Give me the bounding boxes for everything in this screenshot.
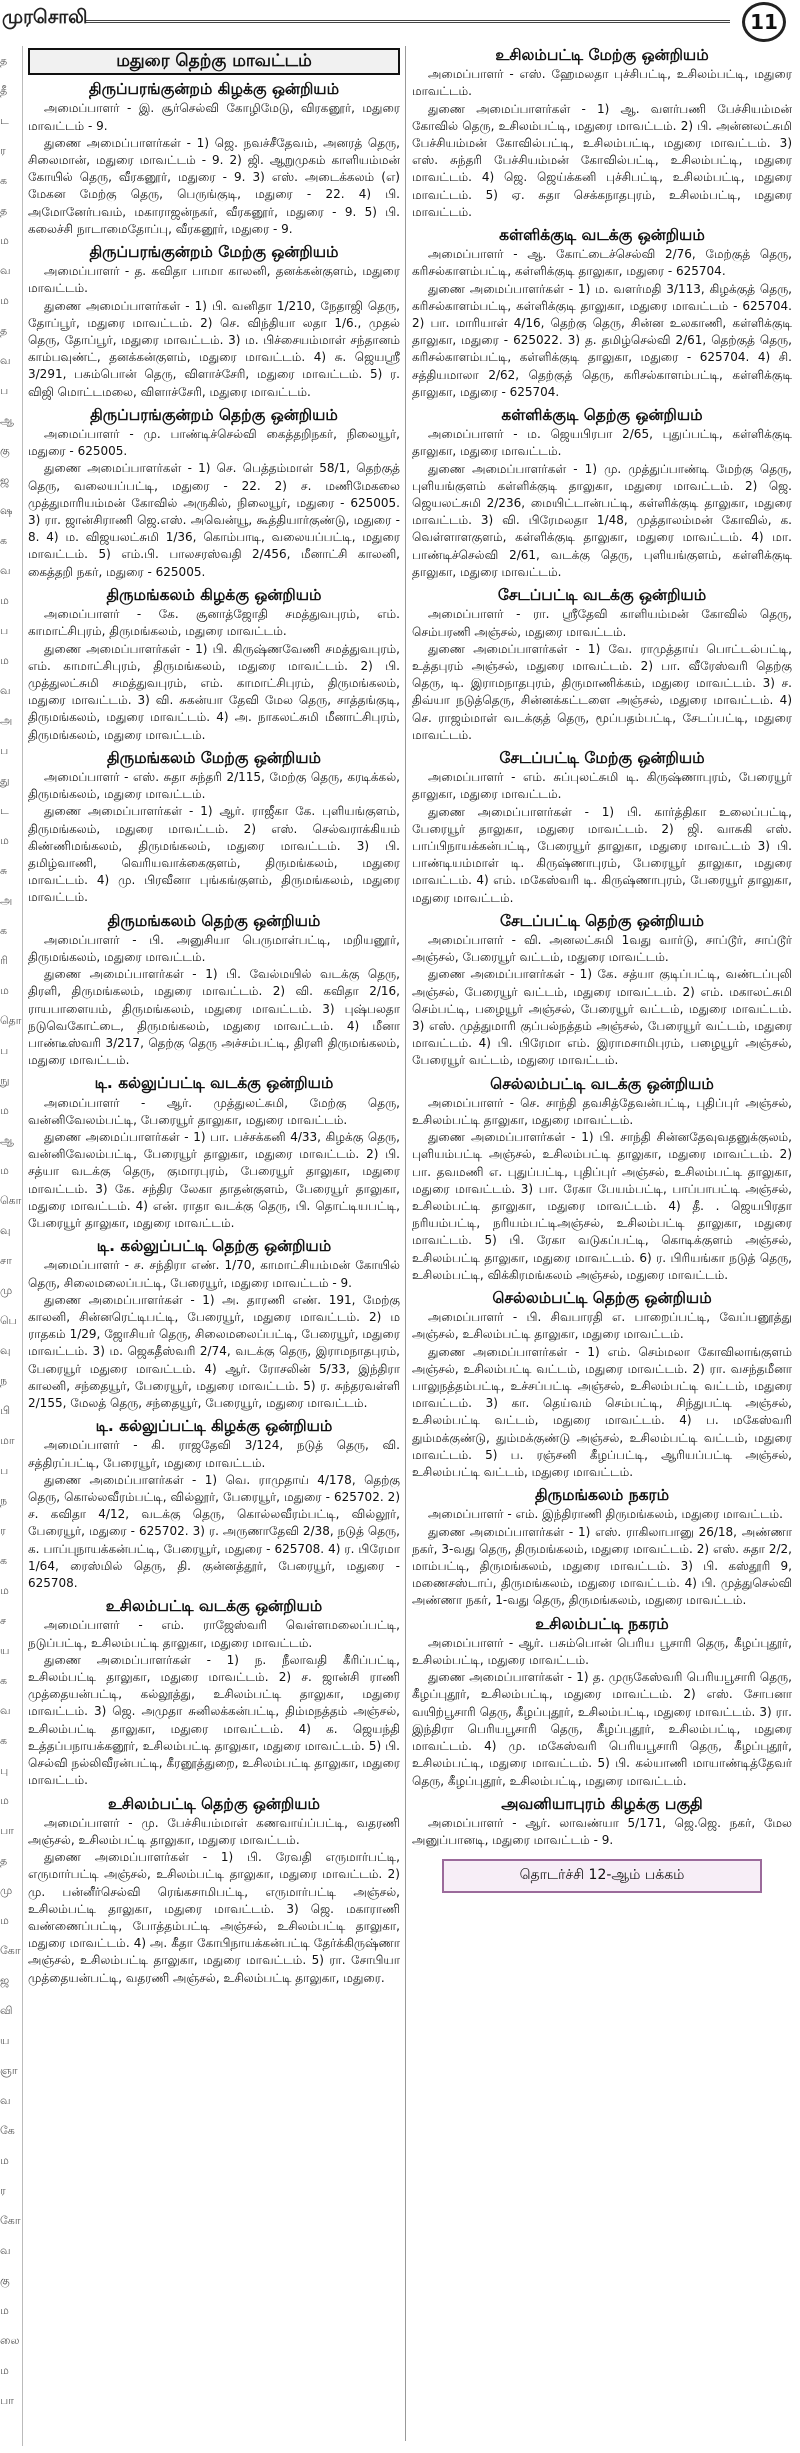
adjacent-column-strip — [0, 46, 23, 2446]
strip-fragment: மு — [0, 1884, 13, 1897]
organizer-text: அமைப்பாளர் - ஆர். லாவண்யா 5/171, ஜெ.ஜெ. நகர், மேல அனுப்பானடி, மதுரை மாவட்டம் - 9. — [412, 1815, 792, 1848]
strip-fragment: அ — [0, 894, 13, 907]
strip-fragment: க — [0, 1734, 8, 1747]
strip-fragment: ஆ — [0, 414, 14, 427]
union-title: சேடப்பட்டி தெற்கு ஒன்றியம் — [500, 911, 704, 930]
strip-fragment: ம — [0, 1914, 9, 1927]
left-union-list — [28, 81, 400, 1987]
strip-fragment: ம — [0, 1104, 9, 1117]
strip-fragment: அ — [0, 714, 13, 727]
strip-fragment: ஞா — [0, 2064, 18, 2077]
union-title: உசிலம்பட்டி நகரம் — [535, 1614, 669, 1633]
strip-fragment: த — [0, 54, 8, 67]
strip-fragment: ம — [0, 2304, 9, 2317]
strip-fragment: ம — [0, 594, 9, 607]
page-number: 11 — [742, 2, 786, 42]
organizer-text: அமைப்பாளர் - த. கவிதா பாமா காலனி, தனக்கன்குளம், மதுரை மாவட்டம். — [28, 264, 400, 296]
strip-fragment: ப — [0, 624, 9, 637]
deputy-organizers-text: துணை அமைப்பாளர்கள் - 1) ஆர். ராஜீகா கே. புளியங்குளம், திருமங்கலம், மதுரை மாவட்டம். 2) எஸ். செல்வராக்கியம் கிண்ணிமங்கலம், திருமங்கலம், மதுரை மாவட்டம். 3) பி. தமிழ்வாணி, வெரியவாக்கைகுளம், திருமங்கலம், மதுரை மாவட்டம். 4) மு. பிரவீனா புங்கங்குளம், திருமங்கலம், மதுரை மாவட்டம். — [28, 804, 400, 905]
strip-fragment: ஜ — [0, 1974, 10, 1987]
union-title: திருப்பரங்குன்றம் கிழக்கு ஒன்றியம் — [88, 80, 340, 99]
organizer-text: அமைப்பாளர் - வி. அனலட்சுமி 1வது வார்டு, சாப்டூர், சாப்டூர் அஞ்சல், பேரையூர் வட்டம், மதுரை மாவட்டம். — [412, 932, 792, 965]
union-block — [28, 81, 400, 238]
deputy-organizers-text: துணை அமைப்பாளர்கள் - 1) எஸ். ராகிலாபானு 26/18, அண்ணா நகர், 3-வது தெரு, திருமங்கலம், மதுரை மாவட்டம். 2) எஸ். சுதா 2/2, மாம்பட்டி, திருமங்கலம், மதுரை மாவட்டம். 3) பி. கஸ்தூரி 9, மணைசஸ்டாப், திருமங்கலம், மதுரை மாவட்டம். 4) பி. முத்துசெல்வி அண்ணா நகர், 1-வது தெரு, திருமங்கலம், மதுரை மாவட்டம். — [412, 1524, 792, 1608]
deputy-organizers-text: துணை அமைப்பாளர்கள் - 1) பி. சாந்தி சின்னதேவுவதனுக்குலம், புளியம்பட்டி அஞ்சல், உசிலம்பட்டி தாலுகா, மதுரை மாவட்டம். 2) பா. தவமணி எ. புதுப்பட்டி, புதிப்புர் அஞ்சல், உசிலம்பட்டி தாலுகா, மதுரை மாவட்டம். 3) பா. ரேகா பேயம்பட்டி, பாப்பாபட்டி அஞ்சல், உசிலம்பட்டி தாலுகா, மதுரை மாவட்டம். 4) தீ. . ஜெயபிரதா நரியம்பட்டி, நரியம்பட்டிஅஞ்சல், உசிலம்பட்டி தாலுகா, மதுரை மாவட்டம். 5) பி. ரேகா வடுகப்பட்டி, கொடிக்குளம் அஞ்சல், உசிலம்பட்டி தாலுகா, மதுரை மாவட்டம். 6) ர. பிரியங்கா நடுத் தெரு, உசிலம்பட்டி, விக்கிரமங்கலம் அஞ்சல், மதுரை மாவட்டம். — [412, 1130, 792, 1282]
strip-fragment: வ — [0, 1704, 11, 1717]
union-title: கள்ளிக்குடி வடக்கு ஒன்றியம் — [499, 226, 705, 245]
union-block — [412, 1290, 792, 1481]
deputy-organizers-text: துணை அமைப்பாளர்கள் - 1) கே. சத்யா குடிப்பட்டி, வண்டப்புலி அஞ்சல், பேரையூர் வட்டம், மதுரை மாவட்டம். 2) எம். மகாலட்சுமி செம்பட்டி, பழையூர் அஞ்சல், பேரையூர் வட்டம், மதுரை மாவட்டம். 3) எஸ். முத்துமாரி குப்பல்நத்தம் அஞ்சல், பேரையூர் வட்டம், மதுரை மாவட்டம். 4) பி. பிரேமா எம். இராமசாமிபுரம், பழையூர் அஞ்சல், பேரையூர் வட்டம், மதுரை மாவட்டம். — [412, 967, 792, 1068]
strip-fragment: வி — [0, 2004, 13, 2017]
strip-fragment: கொ — [0, 1194, 22, 1207]
strip-fragment: க — [0, 1674, 8, 1687]
strip-fragment: ர — [0, 2184, 6, 2197]
column-divider — [405, 46, 406, 2441]
union-block — [28, 244, 400, 401]
strip-fragment: வ — [0, 564, 11, 577]
strip-fragment: ஆ — [0, 1134, 14, 1147]
organizer-text: அமைப்பாளர் - ரா. ஸ்ரீதேவி காளியம்மன் கோவில் தெரு, செம்பரணி அஞ்சல், மதுரை மாவட்டம். — [412, 607, 792, 639]
deputy-organizers-text: துணை அமைப்பாளர்கள் - 1) எம். செம்மலா கோவிலாங்குளம் அஞ்சல், உசிலம்பட்டி வட்டம், மதுரை மாவட்டம். 2) ரா. வசந்தமீனா பாலுநத்தம்பட்டி, உச்சப்பட்டி அஞ்சல், உசிலம்பட்டி வட்டம், மதுரை மாவட்டம். 3) கா. தெய்வம் செம்பட்டி, சிந்துபட்டி அஞ்சல், உசிலம்பட்டி வட்டம், மதுரை மாவட்டம். 4) ப. மகேஸ்வரி தும்மக்குண்டு, தும்மக்குண்டு அஞ்சல், உசிலம்பட்டி வட்டம், மதுரை மாவட்டம். 5) ப. ரஞ்சனி கீழப்பட்டி, ஆரியப்பட்டி அஞ்சல், உசிலம்பட்டி வட்டம், மதுரை மாவட்டம். — [412, 1344, 792, 1480]
strip-fragment: ம — [0, 654, 9, 667]
strip-fragment: பா — [0, 1824, 14, 1837]
organizer-text: அமைப்பாளர் - எம். இந்திராணி திருமங்கலம், மதுரை மாவட்டம். — [428, 1507, 783, 1522]
union-block — [412, 750, 792, 907]
strip-fragment: வ — [0, 684, 11, 697]
union-block — [28, 1238, 400, 1412]
strip-fragment: சா — [0, 1254, 12, 1267]
strip-fragment: ட — [0, 114, 9, 127]
deputy-organizers-text: துணை அமைப்பாளர்கள் - 1) அ. தாரணி எண். 191, மேற்கு காலனி, சின்னரெட்டிபட்டி, பேரையூர், மதுரை மாவட்டம். 2) ம ராதகம் 1/29, ஜோசியர் தெரு, சிலைமலைப்பட்டி, பேரையூர், மதுரை மாவட்டம். 3) ம. ஜெகதீஸ்வரி 2/74, வடக்கு தெரு, இராமநாதபுரம், பேரையூர் மதுரை மாவட்டம். 4) ஆர். ரோசலின் 5/33, இந்திரா காலனி, சந்தையூர், பேரையூர், மதுரை மாவட்டம். 5) ர. சுந்தரவள்ளி 2/155, மேலத் தெரு, சந்தையூர், பேரையூர், மதுரை மாவட்டம். — [28, 1292, 400, 1411]
right-column — [412, 44, 792, 2444]
strip-fragment: ட — [0, 804, 9, 817]
organizer-text: அமைப்பாளர் - பி. சிவபாரதி எ. பாறைப்பட்டி, வேப்பனூத்து அஞ்சல், உசிலம்பட்டி தாலுகா, மதுரை மாவட்டம். — [412, 1310, 792, 1342]
union-block — [28, 913, 400, 1070]
newspaper-name: முரசொலி — [2, 6, 88, 28]
organizer-text: அமைப்பாளர் - மு. பேச்சியம்மாள் கணவாய்ப்பட்டி, வதரணி அஞ்சல், உசிலம்பட்டி தாலுகா, மதுரை மாவட்டம். — [28, 1815, 400, 1847]
strip-fragment: ர — [0, 144, 6, 157]
strip-fragment: ர — [0, 1524, 6, 1537]
strip-fragment: கு — [0, 444, 10, 457]
deputy-organizers-text: துணை அமைப்பாளர்கள் - 1) பி. கார்த்திகா உலைப்பட்டி, பேரையூர் தாலுகா, மதுரை மாவட்டம். 2) ஜி. வாசுகி எஸ். பாப்பிநாயக்கன்பட்டி, பேரையூர் தாலுகா, மதுரை மாவட்டம் 3) பி. பாண்டியம்மாள் டி. கிருஷ்ணாபுரம், பேரையூர் தாலுகா, மதுரை மாவட்டம். 4) எம். மகேஸ்வரி டி. கிருஷ்ணாபுரம், பேரையூர் தாலுகா, மதுரை மாவட்டம். — [412, 804, 792, 905]
strip-fragment: கோ — [0, 1944, 21, 1957]
strip-fragment: வ — [0, 2244, 11, 2257]
union-block — [412, 587, 792, 744]
union-block — [412, 913, 792, 1070]
strip-fragment: ப — [0, 744, 9, 757]
deputy-organizers-text: துணை அமைப்பாளர்கள் - 1) செ. பெத்தம்மாள் 58/1, தெற்குத் தெரு, வலையப்பட்டி, மதுரை - 22. 2) ச. மணிமேகலை முத்துமாரியம்மன் கோவில் அருகில், நிலையூர், மதுரை - 625005. 3) ரா. ஜான்சிராணி ஜெ.எஸ். அவென்யூ, கூத்தியார்குண்டு, மதுரை - 8. 4) ம. விஜயலட்சுமி 1/36, கொம்பாடி, வலையப்பட்டி, மதுரை மாவட்டம். 5) எம்.பி. பாலசரஸ்வதி 2/456, மீனாட்சி காலனி, கைத்தறி நகர், மதுரை - 625005. — [28, 461, 400, 579]
union-title: திருமங்கலம் நகரம் — [534, 1486, 670, 1505]
deputy-organizers-text: துணை அமைப்பாளர்கள் - 1) ஆ. வளர்பணி பேச்சியம்மன் கோவில் தெரு, உசிலம்பட்டி, மதுரை மாவட்டம். 2) பி. அன்னலட்சுமி பேச்சியம்மன் கோவில்பட்டி, உசிலம்பட்டி, மதுரை மாவட்டம். 3) எஸ். சுந்தரி பேச்சியம்மன் கோவில்பட்டி, உசிலம்பட்டி, மதுரை மாவட்டம். 4) ஜெ. ஜெய்க்கனி புச்சிபட்டி, உசிலம்பட்டி, மதுரை மாவட்டம். 5) ஏ. சுதா செக்கநாதபுரம், உசிலம்பட்டி, மதுரை மாவட்டம். — [412, 101, 792, 219]
strip-fragment: க — [0, 1554, 8, 1567]
strip-fragment: ப — [0, 1464, 9, 1477]
continuation-note: தொடர்ச்சி 12-ஆம் பக்கம் — [442, 1859, 762, 1892]
strip-fragment: வ — [0, 354, 11, 367]
strip-fragment: தொ — [0, 1014, 22, 1027]
strip-fragment: க — [0, 534, 8, 547]
union-block — [28, 587, 400, 744]
strip-fragment: ம — [0, 294, 9, 307]
deputy-organizers-text: துணை அமைப்பாளர்கள் - 1) பி. வேல்மயில் வடக்கு தெரு, திரளி, திருமங்கலம், மதுரை மாவட்டம். 2) வி. கவிதா 2/16, ராயபாளையம், திருமங்கலம், மதுரை மாவட்டம். 3) புஷ்பலதா நடுவெகோட்டை, திருமங்கலம், மதுரை மாவட்டம். 4) மீனா பாண்டீஸ்வரி 3/217, தெற்கு தெரு அச்சம்பட்டி, திரளி திருமங்கலம், மதுரை மாவட்டம். — [28, 967, 400, 1068]
organizer-text: அமைப்பாளர் - இ. சூர்செல்வி கோழிமேடு, விரகனூர், மதுரை மாவட்டம் - 9. — [28, 101, 400, 133]
strip-fragment: மா — [0, 1434, 15, 1447]
union-title: சேடப்பட்டி வடக்கு ஒன்றியம் — [497, 586, 707, 605]
strip-fragment: ம — [0, 1164, 9, 1177]
union-title: டி. கல்லுப்பட்டி தெற்கு ஒன்றியம் — [96, 1237, 332, 1256]
organizer-text: அமைப்பாளர் - கே. சூனாத்ஜோதி சமத்துவபுரம், எம். காமாட்சிபுரம், திருமங்கலம், மதுரை மாவட்டம். — [28, 607, 400, 639]
union-title: உசிலம்பட்டி வடக்கு ஒன்றியம் — [105, 1597, 323, 1616]
deputy-organizers-text: துணை அமைப்பாளர்கள் - 1) வெ. ராமுதாய் 4/178, தெற்கு தெரு, கொல்லவீரம்பட்டி, வில்லூர், பேரையூர், மதுரை - 625702. 2) ச. கவிதா 4/12, வடக்கு தெரு, கொல்லவீரம்பட்டி, வில்லூர், பேரையூர், மதுரை - 625702. 3) ர. அருணாதேவி 2/38, நடுத் தெரு, க. பாப்புநாயக்கன்பட்டி, பேரையூர், மதுரை - 625708. 4) ர. பிரேமா 1/64, ரைஸ்மில் தெரு, தி. குன்னத்தூர், பேரையூர், மதுரை - 625708. — [28, 1472, 400, 1591]
union-title: திருப்பரங்குன்றம் மேற்கு ஒன்றியம் — [89, 243, 339, 262]
union-block — [412, 227, 792, 401]
deputy-organizers-text: துணை அமைப்பாளர்கள் - 1) ஜெ. நவச்சீதேவம், அனரத் தெரு, சிலைமான், மதுரை மாவட்டம் - 9. 2) ஜி. ஆறுமுகம் காளியம்மன் கோயில் தெரு, வீரகனூர், மதுரை - 9. 3) எஸ். அடைக்கலம் (எ) மேகன மேற்கு தெரு, பெருங்குடி, மதுரை - 22. 4) பி. அமோனேர்பவம், மகாராஜன்நகர், வீரகனூர், மதுரை - 9. 5) பி. கலைச்சி நாடாமைதோப்பு, வீரகனூர், மதுரை - 9. — [28, 135, 400, 236]
union-block — [28, 1796, 400, 1987]
union-block — [28, 1598, 400, 1789]
masthead-rule — [86, 20, 730, 23]
union-block — [28, 1418, 400, 1592]
strip-fragment: லை — [0, 2334, 20, 2347]
union-block — [412, 1616, 792, 1790]
strip-fragment: ச — [0, 1614, 7, 1627]
strip-fragment: பி — [0, 1404, 11, 1417]
union-title: திருமங்கலம் கிழக்கு ஒன்றியம் — [106, 585, 322, 604]
strip-fragment: பு — [0, 1764, 9, 1777]
left-column — [28, 44, 400, 2444]
strip-fragment: வு — [0, 1224, 11, 1237]
union-title: திருமங்கலம் மேற்கு ஒன்றியம் — [107, 748, 321, 767]
masthead — [0, 0, 800, 42]
union-title: அவனியாபுரம் கிழக்கு பகுதி — [501, 1794, 703, 1813]
strip-fragment: ய — [0, 2034, 10, 2047]
union-title: செல்லம்பட்டி வடக்கு ஒன்றியம் — [490, 1074, 714, 1093]
strip-fragment: க — [0, 924, 8, 937]
deputy-organizers-text: துணை அமைப்பாளர்கள் - 1) பி. கிருஷ்ணவேணி சமத்துவபுரம், எம். காமாட்சிபுரம், திருமங்கலம், மதுரை மாவட்டம். 2) பி. முத்துலட்சுமி சமத்துவபுரம், எம். காமாட்சிபுரம், திருமங்கலம், மதுரை மாவட்டம். 3) வி. சுகன்யா தேவி மேல தெரு, சாத்தங்குடி, திருமங்கலம், மதுரை மாவட்டம். 4) அ. நாகலட்சுமி மீனாட்சிபுரம், திருமங்கலம், மதுரை மாவட்டம். — [28, 641, 400, 742]
organizer-text: அமைப்பாளர் - ம. ஜெயபிரபா 2/65, புதுப்பட்டி, கள்ளிக்குடி தாலுகா, மதுரை மாவட்டம். — [412, 427, 792, 459]
union-block — [28, 1075, 400, 1232]
organizer-text: அமைப்பாளர் - ஆர். பசும்பொன் பெரிய பூசாரி தெரு, கீழப்புதூர், உசிலம்பட்டி, மதுரை மாவட்டம். — [412, 1635, 792, 1668]
strip-fragment: ந — [0, 1494, 8, 1507]
strip-fragment: க — [0, 174, 8, 187]
strip-fragment: வு — [0, 1344, 11, 1357]
strip-fragment: ம — [0, 2364, 9, 2377]
union-block — [412, 1796, 792, 1850]
deputy-organizers-text: துணை அமைப்பாளர்கள் - 1) பி. ரேவதி எருமார்பட்டி, எருமார்பட்டி அஞ்சல், உசிலம்பட்டி தாலுகா, மதுரை மாவட்டம். 2) மு. பன்னீர்செல்வி ரெங்கசாமிபட்டி, எருமார்பட்டி அஞ்சல், உசிலம்பட்டி தாலுகா, மதுரை மாவட்டம். 3) ஜெ. மகாராணி வண்ணைப்பட்டி, போத்தம்பட்டி அஞ்சல், உசிலம்பட்டி தாலுகா, மதுரை மாவட்டம். 4) அ. கீதா கோபிநாயக்கன்பட்டி தேர்க்கிருஷ்ணா அஞ்சல், உசிலம்பட்டி தாலுகா, மதுரை மாவட்டம். 5) ரா. சோபியா முத்தையன்பட்டி, வதரணி அஞ்சல், உசிலம்பட்டி தாலுகா, மதுரை. — [28, 1850, 400, 1985]
strip-fragment: சு — [0, 864, 8, 877]
district-heading: மதுரை தெற்கு மாவட்டம் — [28, 48, 400, 75]
strip-fragment: பெ — [0, 1314, 17, 1327]
union-block — [412, 47, 792, 221]
strip-fragment: த — [0, 1854, 8, 1867]
union-title: உசிலம்பட்டி தெற்கு ஒன்றியம் — [107, 1794, 321, 1813]
strip-fragment: ப — [0, 384, 9, 397]
union-title: திருமங்கலம் தெற்கு ஒன்றியம் — [107, 911, 321, 930]
strip-fragment: ந — [0, 1374, 8, 1387]
union-title: செல்லம்பட்டி தெற்கு ஒன்றியம் — [492, 1289, 712, 1308]
strip-fragment: ப — [0, 1044, 9, 1057]
strip-fragment: மு — [0, 1284, 13, 1297]
strip-fragment: ம — [0, 834, 9, 847]
union-title: டி. கல்லுப்பட்டி வடக்கு ஒன்றியம் — [94, 1074, 334, 1093]
deputy-organizers-text: துணை அமைப்பாளர்கள் - 1) ந. நீலாவதி கீரிப்பட்டி, உசிலம்பட்டி தாலுகா, மதுரை மாவட்டம். 2) ச. ஜான்சி ராணி முத்தையன்பட்டி, கல்லூத்து, உசிலம்பட்டி தாலுகா, மதுரை மாவட்டம். 3) ஜெ. அமுதா சுனிலக்கன்பட்டி, திம்மநத்தம் அஞ்சல், உசிலம்பட்டி தாலுகா, மதுரை மாவட்டம். 4) க. ஜெயந்தி உத்தப்பநாயக்கனூர், உசிலம்பட்டி தாலுகா, மதுரை மாவட்டம். 5) பி. செல்வி நல்லிவீரன்பட்டி, கீரனூத்துறை, உசிலம்பட்டி தாலுகா, மதுரை மாவட்டம். — [28, 1652, 400, 1788]
strip-fragment: ஜ — [0, 474, 10, 487]
strip-fragment: ஷ — [0, 504, 13, 517]
deputy-organizers-text: துணை அமைப்பாளர்கள் - 1) மு. முத்துப்பாண்டி மேற்கு தெரு, புளியங்குளம் கள்ளிக்குடி தாலுகா, மதுரை மாவட்டம். 2) ஜெ. ஜெயலட்சுமி 2/236, மையிட்டான்பட்டி, கள்ளிக்குடி தாலுகா, மதுரை மாவட்டம். 3) வி. பிரேமலதா 1/48, முத்தாலம்மன் கோவில், க. வெள்ளாளகுளம், கள்ளிக்குடி தாலுகா, மதுரை மாவட்டம். 4) மா. பாண்டிச்செல்வி 2/61, வடக்கு தெரு, புளியங்குளம், கள்ளிக்குடி தாலுகா, மதுரை மாவட்டம். — [412, 461, 792, 579]
deputy-organizers-text: துணை அமைப்பாளர்கள் - 1) ம. வளர்மதி 3/113, கிழக்குத் தெரு, கரிசல்காளம்பட்டி, கள்ளிக்குடி தாலுகா, மதுரை மாவட்டம் - 625704. 2) பா. மாரியாள் 4/16, தெற்கு தெரு, சின்ன உலகாணி, கள்ளிக்குடி தாலுகா, மதுரை - 625022. 3) த. தமிழ்செல்வி 2/61, தெற்குத் தெரு, கரிசல்காளம்பட்டி, கள்ளிக்குடி தாலுகா, மதுரை - 625704. 4) சி. சத்தியமாலா 2/62, தெற்குத் தெரு, கரிசல்காளம்பட்டி, கள்ளிக்குடி தாலுகா, மதுரை - 625704. — [412, 281, 792, 399]
strip-fragment: த — [0, 204, 8, 217]
union-title: உசிலம்பட்டி மேற்கு ஒன்றியம் — [495, 46, 709, 64]
union-block — [28, 750, 400, 907]
organizer-text: அமைப்பாளர் - மு. பாண்டிச்செல்வி கைத்தறிநகர், நிலையூர், மதுரை - 625005. — [28, 427, 400, 459]
strip-fragment: வ — [0, 264, 11, 277]
strip-fragment: து — [0, 774, 10, 787]
strip-fragment: வ — [0, 2094, 11, 2107]
organizer-text: அமைப்பாளர் - ச. சந்திரா எண். 1/70, காமாட்சியம்மன் கோயில் தெரு, சிலைமலைப்பட்டி, பேரையூர், மதுரை மாவட்டம் - 9. — [28, 1258, 400, 1290]
strip-fragment: ம — [0, 2154, 9, 2167]
union-title: திருப்பரங்குன்றம் தெற்கு ஒன்றியம் — [90, 405, 338, 424]
organizer-text: அமைப்பாளர் - கி. ராஜதேவி 3/124, நடுத் தெரு, வி. சத்திரப்பட்டி, பேரையூர், மதுரை மாவட்டம். — [28, 1438, 400, 1470]
strip-fragment: ரி — [0, 954, 8, 967]
organizer-text: அமைப்பாளர் - பி. அனுசியா பெருமாள்பட்டி, மறியனூர், திருமங்கலம், மதுரை மாவட்டம். — [28, 932, 400, 964]
union-block — [28, 407, 400, 581]
deputy-organizers-text: துணை அமைப்பாளர்கள் - 1) பி. வனிதா 1/210, நேதாஜி தெரு, தோப்பூர், மதுரை மாவட்டம். 2) செ. விந்தியா லதா 1/6., முதல் தெரு, தோப்பூர், மதுரை மாவட்டம். 3) ம. பிச்சையம்மாள் சந்தானம் காம்பவுண்ட், தனக்கன்குளம், மதுரை மாவட்டம். 4) சு. ஜெயஸ்ரீ 3/291, பசும்பொன் தெரு, விளாச்சேரி, மதுரை மாவட்டம். 5) ர. விஜி மொட்டமலை, விளாச்சேரி, மதுரை மாவட்டம். — [28, 298, 400, 399]
organizer-text: அமைப்பாளர் - எஸ். ஹேமலதா புச்சிபட்டி, உசிலம்பட்டி, மதுரை மாவட்டம். — [412, 67, 792, 99]
strip-fragment: கே — [0, 2124, 15, 2137]
strip-fragment: கு — [0, 2274, 10, 2287]
organizer-text: அமைப்பாளர் - செ. சாந்தி தவசித்தேவன்பட்டி, புதிப்புர் அஞ்சல், உசிலம்பட்டி தாலுகா, மதுரை மாவட்டம். — [412, 1095, 792, 1127]
right-union-list — [412, 47, 792, 1849]
union-title: டி. கல்லுப்பட்டி கிழக்கு ஒன்றியம் — [95, 1417, 333, 1436]
organizer-text: அமைப்பாளர் - ஆ. கோட்டைச்செல்வி 2/76, மேற்குத் தெரு, கரிசல்காளம்பட்டி, கள்ளிக்குடி தாலுகா, மதுரை - 625704. — [412, 247, 792, 279]
union-block — [412, 1487, 792, 1609]
strip-fragment: தீ — [0, 84, 8, 97]
strip-fragment: நு — [0, 1074, 10, 1087]
strip-fragment: ம — [0, 984, 9, 997]
strip-fragment: கோ — [0, 2214, 21, 2227]
strip-fragment: த — [0, 324, 8, 337]
organizer-text: அமைப்பாளர் - எம். ராஜேஸ்வரி வெள்ளமலைப்பட்டி, நடுப்பட்டி, உசிலம்பட்டி தாலுகா, மதுரை மாவட்டம். — [28, 1618, 400, 1650]
strip-fragment: ம — [0, 1584, 9, 1597]
strip-fragment: பா — [0, 2394, 14, 2407]
union-block — [412, 1076, 792, 1284]
deputy-organizers-text: துணை அமைப்பாளர்கள் - 1) வே. ராமுத்தாய் பொட்டல்பட்டி, உத்தபுரம் அஞ்சல், மதுரை மாவட்டம். 2) பா. வீரேஸ்வரி தெற்கு தெரு, டி. இராமநாதபுரம், திருமாணிக்கம், மதுரை மாவட்டம். 3) ச. திவ்யா நடுத்தெரு, சின்னக்கட்டளை அஞ்சல், மதுரை மாவட்டம். 4) செ. ராஜம்மாள் வடக்குத் தெரு, மூப்பதம்பட்டி, சேடப்பட்டி, மதுரை மாவட்டம். — [412, 641, 792, 742]
organizer-text: அமைப்பாளர் - எம். சுப்புலட்சுமி டி. கிருஷ்ணாபுரம், பேரையூர் தாலுகா, மதுரை மாவட்டம். — [412, 770, 792, 802]
union-block — [412, 407, 792, 581]
strip-fragment: ய — [0, 1644, 10, 1657]
strip-fragment: ம — [0, 234, 9, 247]
organizer-text: அமைப்பாளர் - எஸ். சுதா சுந்தரி 2/115, மேற்கு தெரு, கரடிக்கல், திருமங்கலம், மதுரை மாவட்டம். — [28, 769, 400, 802]
deputy-organizers-text: துணை அமைப்பாளர்கள் - 1) த. முருகேஸ்வரி பெரியபூசாரி தெரு, கீழப்புதூர், உசிலம்பட்டி, மதுரை மாவட்டம். 2) எஸ். சோபனா வயிற்பூசாரி தெரு, கீழப்புதூர், உசிலம்பட்டி, மதுரை மாவட்டம். 3) ரா. இந்திரா பெரியபூசாரி தெரு, கீழப்புதூர், உசிலம்பட்டி, மதுரை மாவட்டம். 4) மு. மகேஸ்வரி பெரியபூசாரி தெரு, கீழப்புதூர், உசிலம்பட்டி, மதுரை மாவட்டம். 5) பி. கல்யாணி மாயாண்டித்தேவர் தெரு, கீழப்புதூர், உசிலம்பட்டி, மதுரை மாவட்டம். — [412, 1670, 792, 1788]
union-title: கள்ளிக்குடி தெற்கு ஒன்றியம் — [501, 406, 703, 425]
deputy-organizers-text: துணை அமைப்பாளர்கள் - 1) பா. பச்சக்கனி 4/33, கிழக்கு தெரு, வன்னிவேலம்பட்டி, பேரையூர் தாலுகா, மதுரை மாவட்டம். 2) பி. சத்யா வடக்கு தெரு, குமாரபுரம், பேரையூர் தாலுகா, மதுரை மாவட்டம். 3) கே. சந்திர லேகா தாதன்குளம், பேரையூர் தாலுகா, மதுரை மாவட்டம். 4) என். ராதா வடக்கு தெரு, பி. தொட்டியபட்டி, பேரையூர் தாலுகா, மதுரை மாவட்டம். — [28, 1129, 400, 1230]
union-title: சேடப்பட்டி மேற்கு ஒன்றியம் — [499, 748, 705, 767]
organizer-text: அமைப்பாளர் - ஆர். முத்துலட்சுமி, மேற்கு தெரு, வன்னிவேலம்பட்டி, பேரையூர் தாலுகா, மதுரை மாவட்டம். — [28, 1095, 400, 1127]
strip-fragment: ம — [0, 1794, 9, 1807]
